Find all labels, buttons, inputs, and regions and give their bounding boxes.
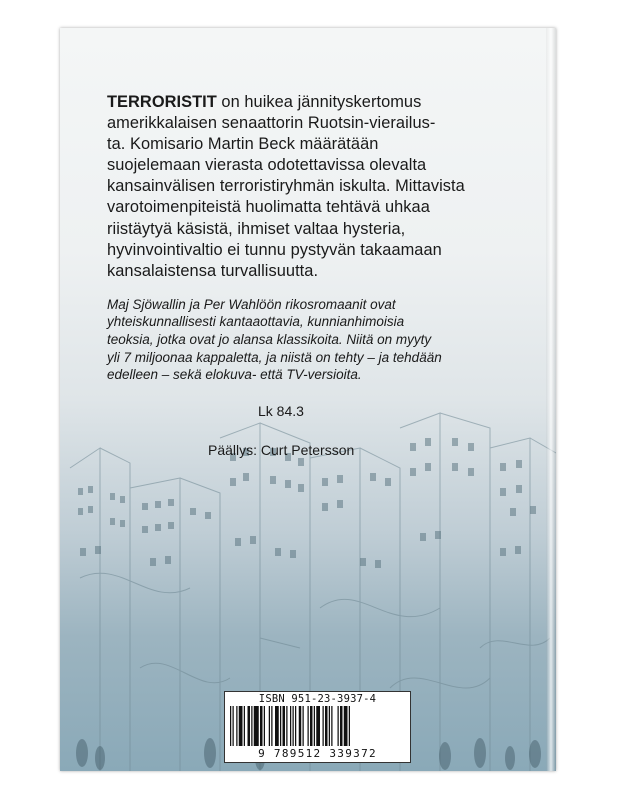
- barcode-bar: [254, 706, 259, 746]
- barcode-bar: [293, 706, 294, 746]
- barcode-bar: [331, 706, 332, 746]
- barcode-bar: [295, 706, 296, 746]
- barcode-bar: [236, 706, 237, 746]
- barcode-bar: [316, 706, 320, 746]
- barcode-bar: [308, 706, 309, 746]
- isbn-label: ISBN 951-23-3937-4: [258, 693, 377, 705]
- synopsis-text: TERRORISTIT on huikea jännityskertomus amerikkalaisen senaattorin Ruotsin-vierailus- ta. Komisario Martin Beck määrätään suojelemaan vierasta odotettavissa olevalta kansainvälisen terroristiryhmän iskulta. Mittavista varotoimenpiteistä huolimatta tehtävä uhkaa riistäytyä käsistä, ihmiset valtaa hysteria, hyvinvointivaltio ei tunnu pystyvän takaamaan kansalaistensa turvallisuutta.: [107, 93, 465, 280]
- blurb-section: [107, 92, 547, 384]
- barcode-bar: [286, 706, 287, 746]
- barcode-bar: [329, 706, 330, 746]
- barcode-bar: [299, 706, 302, 746]
- barcode-bar: [280, 706, 281, 746]
- barcode-bar: [275, 706, 279, 746]
- barcode-bar: [323, 706, 324, 746]
- spine-edge: [546, 28, 556, 771]
- barcode-bar: [239, 706, 243, 746]
- barcode-bar: [230, 706, 231, 746]
- barcode-bar: [344, 706, 348, 746]
- barcode-bar: [244, 706, 245, 746]
- barcode-bar: [325, 706, 328, 746]
- barcode-bar: [283, 706, 286, 746]
- barcode-bar: [269, 706, 270, 746]
- barcode-bar: [290, 706, 291, 746]
- barcode-bar: [314, 706, 315, 746]
- cover-credit: Päällys: Curt Petersson: [208, 442, 355, 458]
- barcode-bar: [271, 706, 272, 746]
- barcode-bar: [264, 706, 265, 746]
- isbn-barcode: [224, 691, 411, 763]
- barcode-bar: [260, 706, 263, 746]
- barcode-bar: [248, 706, 251, 746]
- barcode-bar: [310, 706, 313, 746]
- barcode-bars: [230, 706, 405, 746]
- library-classification: Lk 84.3: [258, 403, 304, 419]
- ean-number: 9 789512 339372: [258, 747, 377, 760]
- barcode-bar: [340, 706, 343, 746]
- book-back-cover: [60, 28, 556, 771]
- barcode-bar: [303, 706, 304, 746]
- authors-note: Maj Sjöwallin ja Per Wahlöön rikosromaanit ovat yhteiskunnallisesti kantaaottavia, kunnianhimoisia teoksia, jotka ovat jo alansa klassikoita. Niitä on myyty yli 7 miljoonaa kappaletta, ja niistä on tehty – ja tehdään edelleen – sekä elokuva- että TV-versioita.: [107, 296, 442, 383]
- barcode-bar: [338, 706, 339, 746]
- title-word: TERRORISTIT: [107, 93, 217, 111]
- barcode-bar: [251, 706, 252, 746]
- barcode-bar: [349, 706, 350, 746]
- barcode-bar: [233, 706, 234, 746]
